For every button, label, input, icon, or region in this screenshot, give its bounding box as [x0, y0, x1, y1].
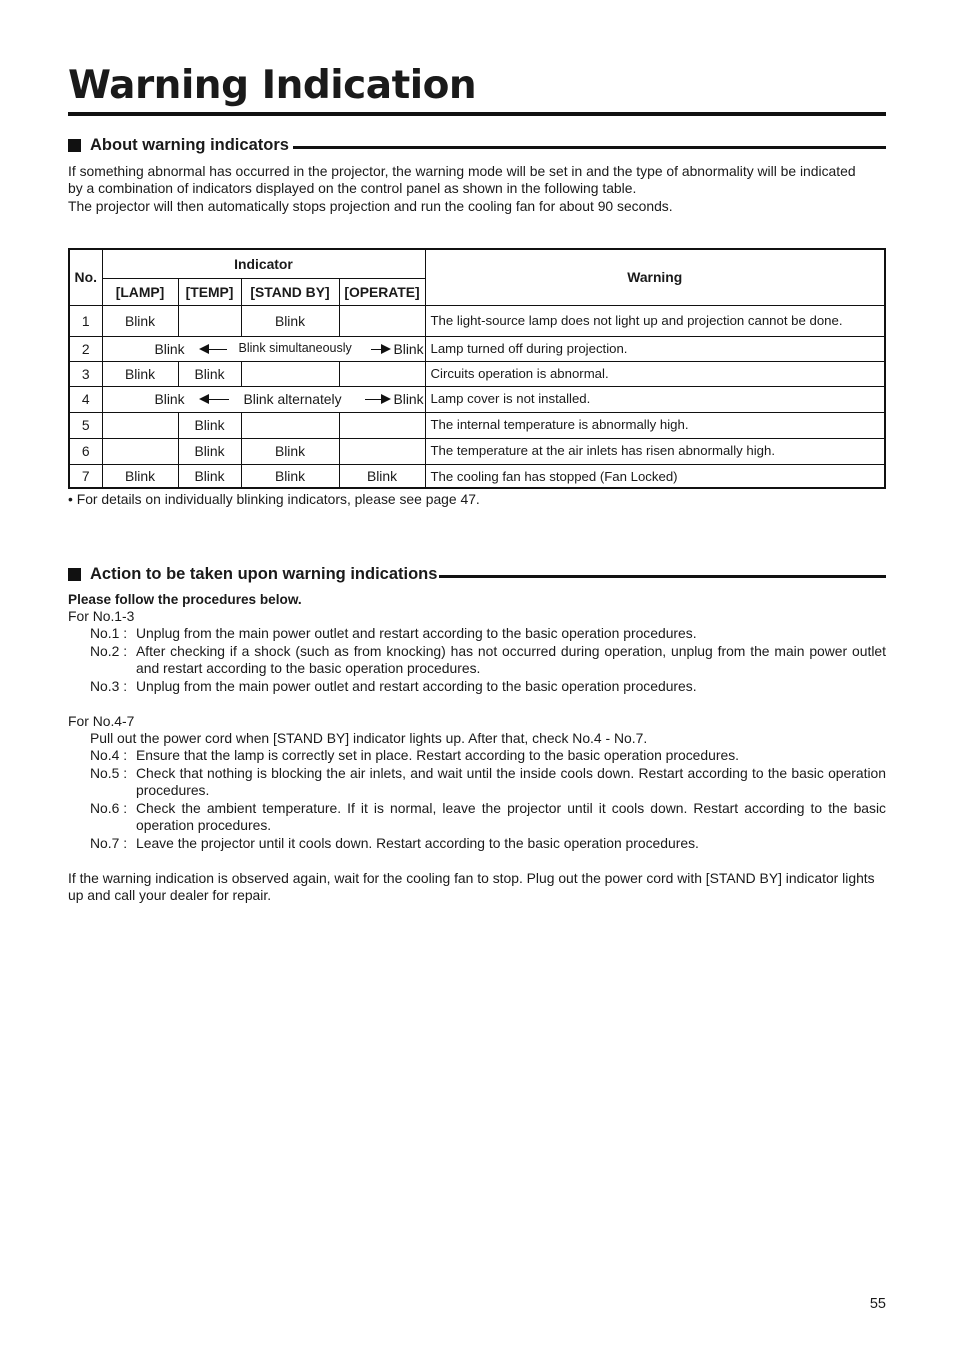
list-item	[90, 678, 886, 695]
cell-standby: Blink	[241, 305, 339, 336]
cell-temp	[178, 305, 241, 336]
about-paragraph	[68, 163, 886, 215]
item-text: Unplug from the main power outlet and restart according to the basic operation procedures.	[136, 678, 697, 694]
header-lamp: [LAMP]	[102, 278, 178, 305]
list-item	[90, 747, 886, 764]
cell-no: 5	[69, 412, 102, 438]
paragraph-line: If something abnormal has occurred in the projector, the warning mode will be set in and the type of abnormality will be indicated	[68, 163, 856, 179]
table-row	[69, 386, 885, 412]
item-text: Check the ambient temperature. If it is normal, leave the projector until it cools down. Restart according to the basic operation procedures.	[136, 800, 886, 834]
cell-standby	[241, 361, 339, 386]
item-number: No.3 :	[90, 678, 128, 694]
closing-paragraph	[68, 870, 886, 905]
group-label: For No.4-7	[68, 713, 135, 729]
item-text: Check that nothing is blocking the air inlets, and wait until the inside cools down. Restart according to the basic operation procedures.	[136, 765, 886, 799]
paragraph-line: The projector will then automatically stops projection and run the cooling fan for about 90 seconds.	[68, 197, 673, 214]
cell-warning: The temperature at the air inlets has risen abnormally high.	[425, 438, 885, 464]
section-heading-action	[68, 564, 886, 584]
table-row	[69, 438, 885, 464]
item-number: No.7 :	[90, 835, 128, 851]
paragraph-line: If the warning indication is observed again, wait for the cooling fan to stop. Plug out the power cord with [STAND BY] indicator lights	[68, 870, 875, 886]
table-row	[69, 336, 885, 361]
section-heading-text: About warning indicators	[90, 135, 289, 154]
cell-operate	[339, 438, 425, 464]
cell-warning: Lamp turned off during projection.	[425, 336, 885, 361]
group-intro: Pull out the power cord when [STAND BY] indicator lights up. After that, check No.4 - No.7.	[90, 730, 648, 746]
cell-lamp: Blink	[154, 340, 185, 357]
list-item	[90, 643, 886, 678]
span-label: Blink simultaneously	[238, 340, 352, 355]
arrow-line	[209, 399, 229, 400]
cell-no: 2	[69, 336, 102, 361]
cell-temp: Blink	[178, 361, 241, 386]
cell-no: 3	[69, 361, 102, 386]
warning-table	[68, 248, 886, 489]
square-bullet-icon	[68, 568, 81, 581]
table-row	[69, 305, 885, 336]
arrow-line	[209, 349, 227, 350]
heading-rule	[293, 146, 886, 149]
item-text: Unplug from the main power outlet and restart according to the basic operation procedures.	[136, 625, 697, 641]
cell-no: 4	[69, 386, 102, 412]
page-number: 55	[869, 1296, 886, 1312]
cell-temp: Blink	[178, 412, 241, 438]
table-row	[69, 412, 885, 438]
cell-warning: Lamp cover is not installed.	[425, 386, 885, 412]
table-footnote: • For details on individually blinking indicators, please see page 47.	[68, 491, 480, 507]
cell-no: 1	[69, 305, 102, 336]
header-temp: [TEMP]	[178, 278, 241, 305]
list-item	[90, 835, 886, 852]
cell-no: 6	[69, 438, 102, 464]
cell-warning: Circuits operation is abnormal.	[425, 361, 885, 386]
item-text: Ensure that the lamp is correctly set in place. Restart according to the basic operation procedures.	[136, 747, 740, 763]
cell-operate: Blink	[339, 464, 425, 488]
header-no: No.	[69, 249, 102, 305]
header-warning: Warning	[425, 249, 885, 305]
group-label: For No.1-3	[68, 608, 135, 624]
span-label: Blink alternately	[243, 391, 342, 407]
square-bullet-icon	[68, 139, 81, 152]
paragraph-line: by a combination of indicators displayed on the control panel as shown in the following table.	[68, 180, 637, 197]
cell-operate	[339, 361, 425, 386]
list-item	[90, 625, 886, 642]
cell-warning: The cooling fan has stopped (Fan Locked)	[425, 464, 885, 488]
arrow-right-icon	[381, 344, 391, 354]
item-number: No.4 :	[90, 747, 128, 763]
cell-standby: Blink	[241, 464, 339, 488]
header-operate: [OPERATE]	[339, 278, 425, 305]
arrow-left-icon	[199, 344, 209, 354]
item-text: Leave the projector until it cools down. Restart according to the basic operation procedures.	[136, 835, 699, 851]
cell-indicator-span	[102, 386, 425, 412]
cell-standby: Blink	[241, 438, 339, 464]
section-heading-text: Action to be taken upon warning indications	[90, 564, 438, 583]
procedures-intro: Please follow the procedures below.	[68, 592, 302, 607]
cell-warning: The internal temperature is abnormally high.	[425, 412, 885, 438]
table-header-row	[69, 249, 885, 278]
page-title: Warning Indication	[68, 63, 477, 108]
cell-temp: Blink	[178, 438, 241, 464]
header-standby: [STAND BY]	[241, 278, 339, 305]
cell-operate	[339, 305, 425, 336]
heading-rule	[439, 575, 886, 578]
table-row	[69, 464, 885, 488]
list-item	[90, 765, 886, 800]
item-number: No.6 :	[90, 800, 128, 816]
cell-operate	[339, 412, 425, 438]
cell-lamp: Blink	[102, 361, 178, 386]
cell-warning: The light-source lamp does not light up and projection cannot be done.	[425, 305, 885, 336]
cell-lamp	[102, 438, 178, 464]
cell-lamp: Blink	[154, 391, 185, 407]
section-heading-about	[68, 135, 886, 155]
list-item	[90, 800, 886, 835]
cell-lamp	[102, 412, 178, 438]
cell-operate: Blink	[393, 340, 424, 357]
cell-lamp: Blink	[102, 305, 178, 336]
table-row	[69, 361, 885, 386]
cell-indicator-span	[102, 336, 425, 361]
arrow-left-icon	[199, 394, 209, 404]
item-number: No.5 :	[90, 765, 128, 781]
cell-no: 7	[69, 464, 102, 488]
cell-standby	[241, 412, 339, 438]
item-number: No.2 :	[90, 643, 128, 659]
cell-temp: Blink	[178, 464, 241, 488]
cell-lamp: Blink	[102, 464, 178, 488]
cell-operate: Blink	[393, 391, 424, 407]
arrow-right-icon	[381, 394, 391, 404]
item-number: No.1 :	[90, 625, 128, 641]
item-text: After checking if a shock (such as from knocking) has not occurred during operation, unplug from the main power outlet and restart according to the basic operation procedures.	[136, 643, 886, 677]
title-rule	[68, 112, 886, 116]
header-indicator: Indicator	[102, 249, 425, 278]
paragraph-line: up and call your dealer for repair.	[68, 887, 272, 904]
